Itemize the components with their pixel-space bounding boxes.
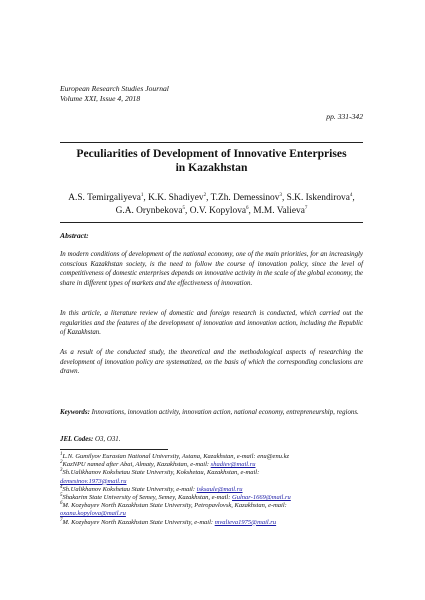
journal-volume: Volume XXI, Issue 4, 2018 <box>60 94 141 103</box>
footnote-continuation <box>60 510 363 518</box>
author-name: M.M. Valieva <box>253 206 305 216</box>
author-separator: , <box>185 206 190 216</box>
footnote <box>60 494 363 502</box>
footnote <box>60 486 363 494</box>
paper-title <box>60 147 363 174</box>
email-link[interactable]: demesinov.1973@mail.ru <box>60 477 127 485</box>
email-link[interactable]: shadiev@mail.ru <box>210 461 256 469</box>
email-link[interactable]: Gulnar-1669@mail.ru <box>232 494 291 502</box>
paper-title-line-1: Peculiarities of Development of Innovative Enterprises <box>76 147 347 160</box>
keywords <box>60 408 363 418</box>
footnote-text: Sh.Ualikhanov Kokshetau State University, Kokshetau, Kazakhstan, e-mail: <box>62 469 260 477</box>
footnote <box>60 502 363 510</box>
footnote-mark: 5 <box>60 492 63 498</box>
paper-title-line-2: in Kazakhstan <box>175 160 248 174</box>
footnote <box>60 469 363 477</box>
author-affiliation-mark: 5 <box>182 205 186 211</box>
footnote <box>60 453 363 461</box>
author-name: G.A. Orynbekova <box>115 206 183 216</box>
journal-header <box>60 84 169 104</box>
abstract-paragraph-3: As a result of the conducted study, the theoretical and the methodological aspects of researching the development of innovation policy are systematized, on the basis of which the corresponding conclusions are drawn. <box>60 349 363 376</box>
page-range: pp. 331-342 <box>326 112 363 121</box>
footnote-text: M. Kozybayev North Kazakhstan State University, e-mail: <box>62 518 215 526</box>
author-separator: , <box>248 206 254 216</box>
footnote-mark: 6 <box>60 501 63 507</box>
email-link[interactable]: oxana.kopylova@mail.ru <box>60 510 126 518</box>
footnote-mark: 7 <box>60 517 63 523</box>
author-affiliation-mark: 7 <box>304 205 308 211</box>
author-name: A.S. Temirgaliyeva <box>68 193 141 203</box>
jel-text: O3, O31. <box>93 436 121 443</box>
author-affiliation-mark: 1 <box>140 192 144 198</box>
footnote <box>60 519 363 527</box>
author-separator: , <box>352 193 355 203</box>
author-separator: , <box>143 193 149 203</box>
title-top-rule <box>60 142 363 143</box>
footnote-mark: 2 <box>60 460 63 466</box>
email-link[interactable]: isksaule@mail.ru <box>196 485 243 493</box>
keywords-text: Innovations, innovation activity, innovation action, national economy, entrepreneurship, regions. <box>89 409 359 416</box>
footnote-mark: 4 <box>60 484 63 490</box>
email-link[interactable]: mvalieva1975@mail.ru <box>214 518 277 526</box>
author-affiliation-mark: 3 <box>279 192 282 198</box>
jel-codes <box>60 436 120 443</box>
author-name: O.V. Kopylova <box>189 206 247 216</box>
footnote-text: KazNPU named after Abai, Almaty, Kazakhstan, e-mail: <box>62 461 211 469</box>
author-separator: , S.K. <box>281 193 306 203</box>
footnote-text: M. Kozybayev North Kazakhstan State University, Petropavlovsk, Kazakhstan, e-mail: <box>62 502 287 510</box>
author-affiliation-mark: 4 <box>349 192 353 198</box>
footnote-text: Sh.Ualikhanov Kokshetau State University, e-mail: <box>62 485 197 493</box>
author-list <box>60 192 363 218</box>
author-name: K.K. Shadiyev <box>148 193 204 203</box>
author-affiliation-mark: 2 <box>203 192 207 198</box>
footnotes <box>60 453 363 527</box>
author-name: T.Zh. Demessinov <box>210 193 280 203</box>
journal-name: European Research Studies Journal <box>60 84 169 93</box>
author-affiliation-mark: 6 <box>246 205 249 211</box>
footnote-text: L.N. Gumilyov Eurasian National University, Astana, Kazakhstan, e-mail: enu@enu.kz <box>62 453 289 460</box>
footnote-mark: 3 <box>60 468 63 474</box>
footnote-mark: 1 <box>60 451 63 457</box>
footnote-rule <box>60 449 168 450</box>
abstract-paragraph-2: In this article, a literature review of domestic and foreign research is conducted, which carried out the regularities and the features of the development of innovation and innovation action, including the Republic of Kazakhstan. <box>60 310 363 337</box>
footnote-continuation <box>60 478 363 486</box>
footnote-text: Shakarim State University of Semey, Semey, Kazakhstan, e-mail: <box>62 494 233 502</box>
abstract-top-rule <box>60 222 363 223</box>
author-name: Iskendirova <box>305 193 350 203</box>
jel-label: JEL Codes: <box>60 436 94 443</box>
abstract-heading: Abstract: <box>60 231 89 240</box>
keywords-label: Keywords: <box>60 409 90 416</box>
author-separator: , <box>206 193 211 203</box>
abstract-paragraph-1: In modern conditions of development of the national economy, one of the main priorities, for an increasingly conscious Kazakhstan society, is the need to follow the course of innovation policy, since the level of competitiveness of domestic enterprises depends on innovative activity in the scale of the global economy, the share in different types of markets and the effectiveness of innovation. <box>60 251 363 288</box>
